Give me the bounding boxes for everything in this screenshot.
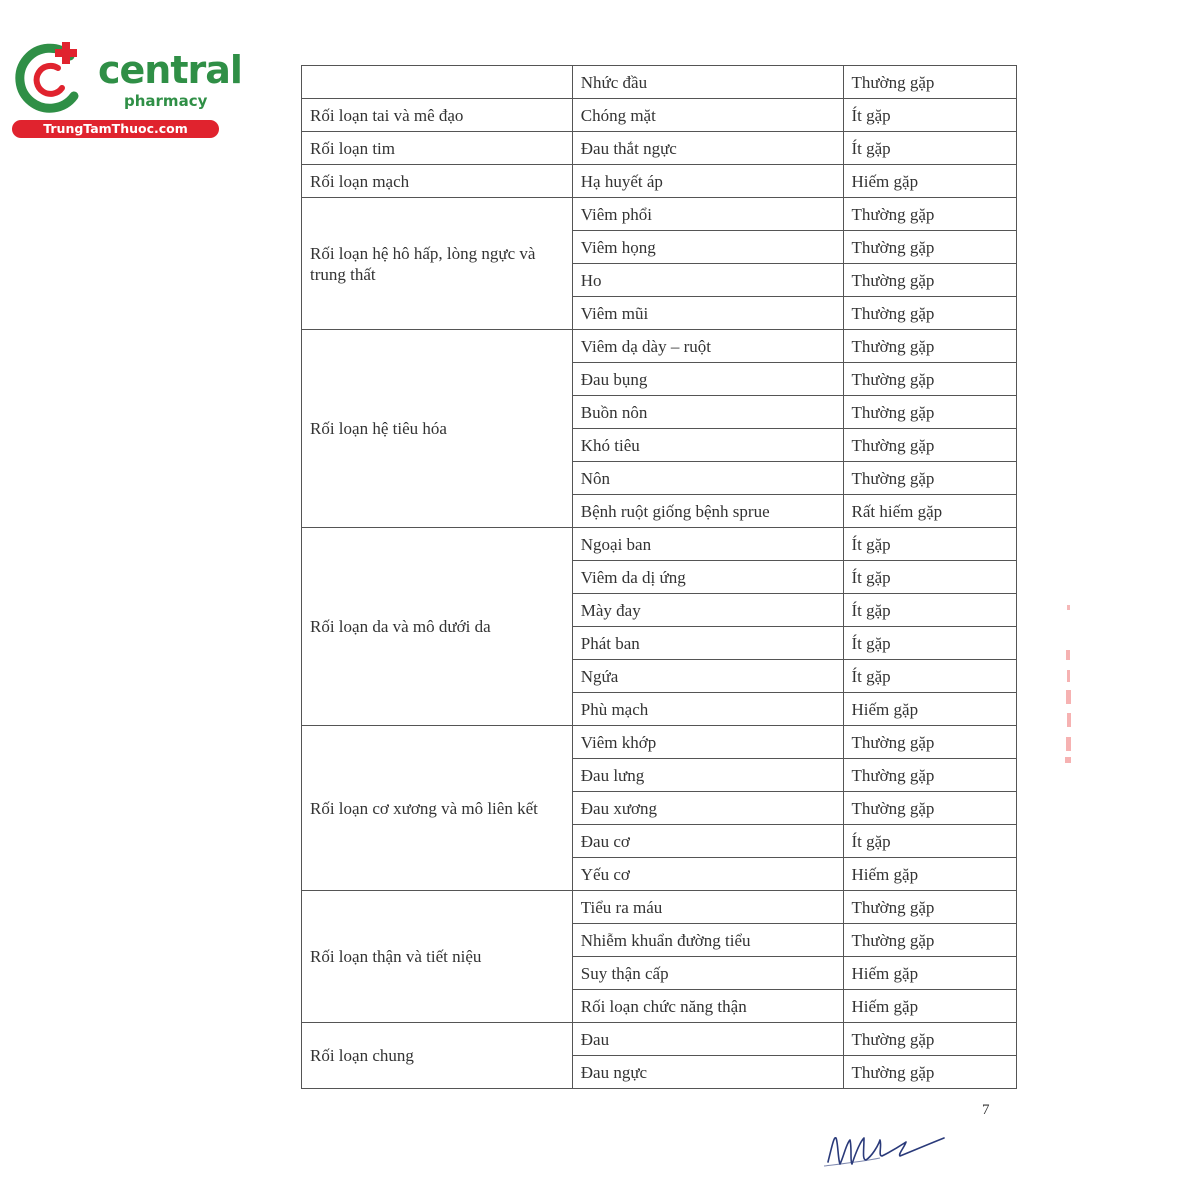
logo-subtitle: pharmacy — [124, 92, 208, 110]
reaction-cell: Rối loạn chức năng thận — [572, 990, 843, 1023]
category-cell: Rối loạn da và mô dưới da — [302, 528, 573, 726]
frequency-cell: Ít gặp — [843, 132, 1017, 165]
reaction-cell: Mày đay — [572, 594, 843, 627]
reaction-cell: Buồn nôn — [572, 396, 843, 429]
frequency-cell: Ít gặp — [843, 99, 1017, 132]
reaction-cell: Viêm da dị ứng — [572, 561, 843, 594]
frequency-cell: Thường gặp — [843, 1023, 1017, 1056]
frequency-cell: Thường gặp — [843, 1056, 1017, 1089]
reaction-cell: Viêm mũi — [572, 297, 843, 330]
frequency-cell: Thường gặp — [843, 198, 1017, 231]
frequency-cell: Thường gặp — [843, 297, 1017, 330]
table-row — [302, 99, 1017, 132]
logo-brand: central — [98, 48, 242, 92]
reaction-cell: Viêm dạ dày – ruột — [572, 330, 843, 363]
frequency-cell: Rất hiếm gặp — [843, 495, 1017, 528]
reaction-cell: Đau thắt ngực — [572, 132, 843, 165]
category-cell: Rối loạn hệ hô hấp, lòng ngực và trung thất — [302, 198, 573, 330]
reaction-cell: Nhức đầu — [572, 66, 843, 99]
frequency-cell: Thường gặp — [843, 363, 1017, 396]
reaction-cell: Viêm phổi — [572, 198, 843, 231]
reaction-cell: Đau bụng — [572, 363, 843, 396]
frequency-cell: Hiếm gặp — [843, 693, 1017, 726]
frequency-cell: Thường gặp — [843, 264, 1017, 297]
frequency-cell: Ít gặp — [843, 627, 1017, 660]
signature-icon — [820, 1126, 950, 1170]
category-cell: Rối loạn cơ xương và mô liên kết — [302, 726, 573, 891]
frequency-cell: Ít gặp — [843, 528, 1017, 561]
table-row — [302, 1023, 1017, 1056]
frequency-cell: Ít gặp — [843, 825, 1017, 858]
frequency-cell: Thường gặp — [843, 429, 1017, 462]
reaction-cell: Khó tiêu — [572, 429, 843, 462]
adverse-reactions-table — [301, 65, 1017, 1089]
reaction-cell: Phù mạch — [572, 693, 843, 726]
table-row — [302, 528, 1017, 561]
reaction-cell: Tiểu ra máu — [572, 891, 843, 924]
reaction-cell: Ho — [572, 264, 843, 297]
frequency-cell: Thường gặp — [843, 330, 1017, 363]
table-row — [302, 330, 1017, 363]
frequency-cell: Thường gặp — [843, 231, 1017, 264]
reaction-cell: Viêm khớp — [572, 726, 843, 759]
frequency-cell: Thường gặp — [843, 396, 1017, 429]
stamp-edge-icon — [1062, 605, 1076, 770]
reaction-cell: Đau cơ — [572, 825, 843, 858]
reaction-cell: Ngứa — [572, 660, 843, 693]
table-body — [302, 66, 1017, 1089]
reaction-cell: Yếu cơ — [572, 858, 843, 891]
category-cell: Rối loạn chung — [302, 1023, 573, 1089]
central-pharmacy-logo-icon — [10, 38, 92, 120]
category-cell: Rối loạn thận và tiết niệu — [302, 891, 573, 1023]
frequency-cell: Hiếm gặp — [843, 990, 1017, 1023]
reaction-cell: Ngoại ban — [572, 528, 843, 561]
table-row — [302, 198, 1017, 231]
reaction-cell: Nhiễm khuẩn đường tiểu — [572, 924, 843, 957]
reaction-cell: Suy thận cấp — [572, 957, 843, 990]
category-cell — [302, 66, 573, 99]
reaction-cell: Nôn — [572, 462, 843, 495]
category-cell: Rối loạn tai và mê đạo — [302, 99, 573, 132]
table-row — [302, 66, 1017, 99]
frequency-cell: Thường gặp — [843, 792, 1017, 825]
frequency-cell: Hiếm gặp — [843, 858, 1017, 891]
reaction-cell: Viêm họng — [572, 231, 843, 264]
reaction-cell: Phát ban — [572, 627, 843, 660]
frequency-cell: Thường gặp — [843, 759, 1017, 792]
table-row — [302, 132, 1017, 165]
frequency-cell: Hiếm gặp — [843, 165, 1017, 198]
frequency-cell: Hiếm gặp — [843, 957, 1017, 990]
frequency-cell: Thường gặp — [843, 891, 1017, 924]
pharmacy-logo — [10, 38, 242, 138]
reaction-cell: Đau xương — [572, 792, 843, 825]
reaction-cell: Đau ngực — [572, 1056, 843, 1089]
category-cell: Rối loạn mạch — [302, 165, 573, 198]
frequency-cell: Ít gặp — [843, 660, 1017, 693]
category-cell: Rối loạn tim — [302, 132, 573, 165]
reaction-cell: Chóng mặt — [572, 99, 843, 132]
frequency-cell: Ít gặp — [843, 594, 1017, 627]
reaction-cell: Đau — [572, 1023, 843, 1056]
table-row — [302, 165, 1017, 198]
frequency-cell: Ít gặp — [843, 561, 1017, 594]
category-cell: Rối loạn hệ tiêu hóa — [302, 330, 573, 528]
frequency-cell: Thường gặp — [843, 66, 1017, 99]
frequency-cell: Thường gặp — [843, 462, 1017, 495]
logo-url-badge: TrungTamThuoc.com — [12, 120, 219, 138]
page-number: 7 — [982, 1102, 990, 1118]
reaction-cell: Bệnh ruột giống bệnh sprue — [572, 495, 843, 528]
reaction-cell: Đau lưng — [572, 759, 843, 792]
table-row — [302, 726, 1017, 759]
frequency-cell: Thường gặp — [843, 924, 1017, 957]
frequency-cell: Thường gặp — [843, 726, 1017, 759]
reaction-cell: Hạ huyết áp — [572, 165, 843, 198]
table-row — [302, 891, 1017, 924]
